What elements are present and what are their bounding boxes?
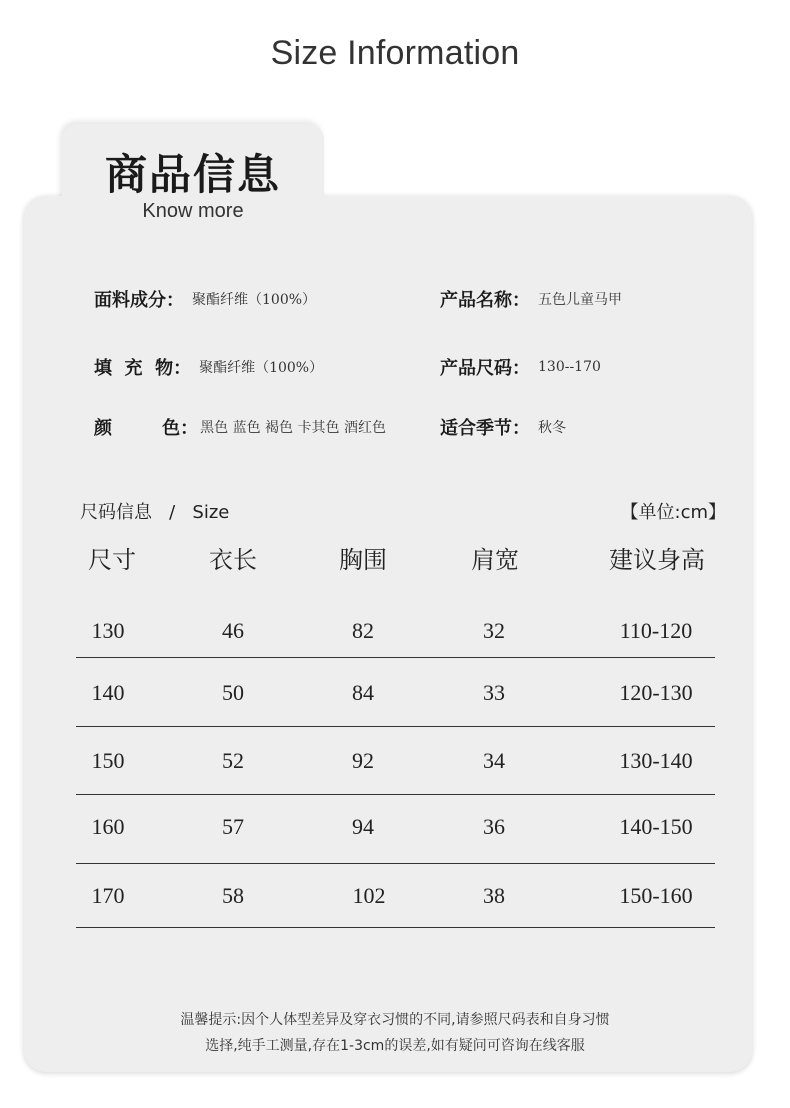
size-section-title: 尺码信息 / Size: [80, 502, 230, 523]
table-header: 胸围: [339, 546, 387, 574]
table-cell: 34: [483, 748, 505, 773]
table-cell: 110-120: [619, 618, 693, 643]
table-header: 衣长: [209, 546, 257, 574]
table-cell: 84: [352, 680, 374, 705]
table-cell: 94: [352, 814, 374, 839]
table-cell: 38: [483, 883, 505, 908]
unit-note: 【单位:cm】: [620, 502, 726, 523]
table-header: 建议身高: [609, 546, 705, 574]
info-value: 130--170: [538, 359, 601, 375]
row-divider: [76, 657, 715, 658]
table-cell: 140-150: [619, 814, 693, 839]
table-cell: 150: [91, 748, 125, 773]
table-cell: 150-160: [619, 883, 693, 908]
info-product-name: [440, 284, 622, 314]
row-divider: [76, 726, 715, 727]
table-cell: 102: [352, 883, 386, 908]
info-value: 秋冬: [538, 420, 566, 436]
table-cell: 160: [91, 814, 125, 839]
info-value: 聚酯纤维（100%）: [199, 360, 324, 376]
info-label: 颜 色：: [94, 418, 199, 439]
table-cell: 52: [222, 748, 244, 773]
table-cell: 130-140: [619, 748, 693, 773]
table-cell: 46: [222, 618, 244, 643]
info-value: 黑色 蓝色 褐色 卡其色 酒红色: [200, 420, 386, 436]
tab-subtitle: Know more: [142, 200, 244, 222]
table-cell: 92: [352, 748, 374, 773]
info-product-size: [440, 352, 601, 382]
info-season: [440, 412, 566, 442]
row-divider: [76, 863, 715, 864]
info-value: 聚酯纤维（100%）: [192, 292, 317, 308]
table-cell: 50: [222, 680, 244, 705]
table-cell: 120-130: [619, 680, 693, 705]
tab-title: 商品信息: [104, 150, 281, 199]
page-heading: Size Information: [270, 34, 520, 72]
footer-note-line2: 选择,纯手工测量,存在1-3cm的误差,如有疑问可咨询在线客服: [205, 1038, 585, 1054]
row-divider: [76, 927, 715, 928]
info-label: 产品尺码：: [440, 358, 530, 379]
table-cell: 82: [352, 618, 374, 643]
info-color: [94, 412, 386, 442]
table-cell: 58: [222, 883, 244, 908]
table-cell: 130: [91, 618, 125, 643]
table-cell: 140: [91, 680, 125, 705]
table-cell: 36: [483, 814, 505, 839]
table-header: 尺寸: [88, 546, 136, 574]
table-cell: 57: [222, 814, 244, 839]
info-value: 五色儿童马甲: [538, 292, 622, 308]
table-cell: 33: [483, 680, 505, 705]
info-label: 适合季节：: [440, 418, 530, 439]
info-label: 产品名称：: [440, 290, 530, 311]
table-cell: 32: [483, 618, 505, 643]
info-filling: [94, 352, 323, 382]
info-fabric: [94, 284, 316, 314]
table-cell: 170: [91, 883, 125, 908]
row-divider: [76, 794, 715, 795]
table-header: 肩宽: [471, 546, 519, 574]
info-label: 面料成分：: [94, 290, 184, 311]
info-label: 填 充 物：: [94, 358, 192, 379]
footer-note-line1: 温馨提示:因个人体型差异及穿衣习惯的不同,请参照尺码表和自身习惯: [180, 1012, 610, 1028]
